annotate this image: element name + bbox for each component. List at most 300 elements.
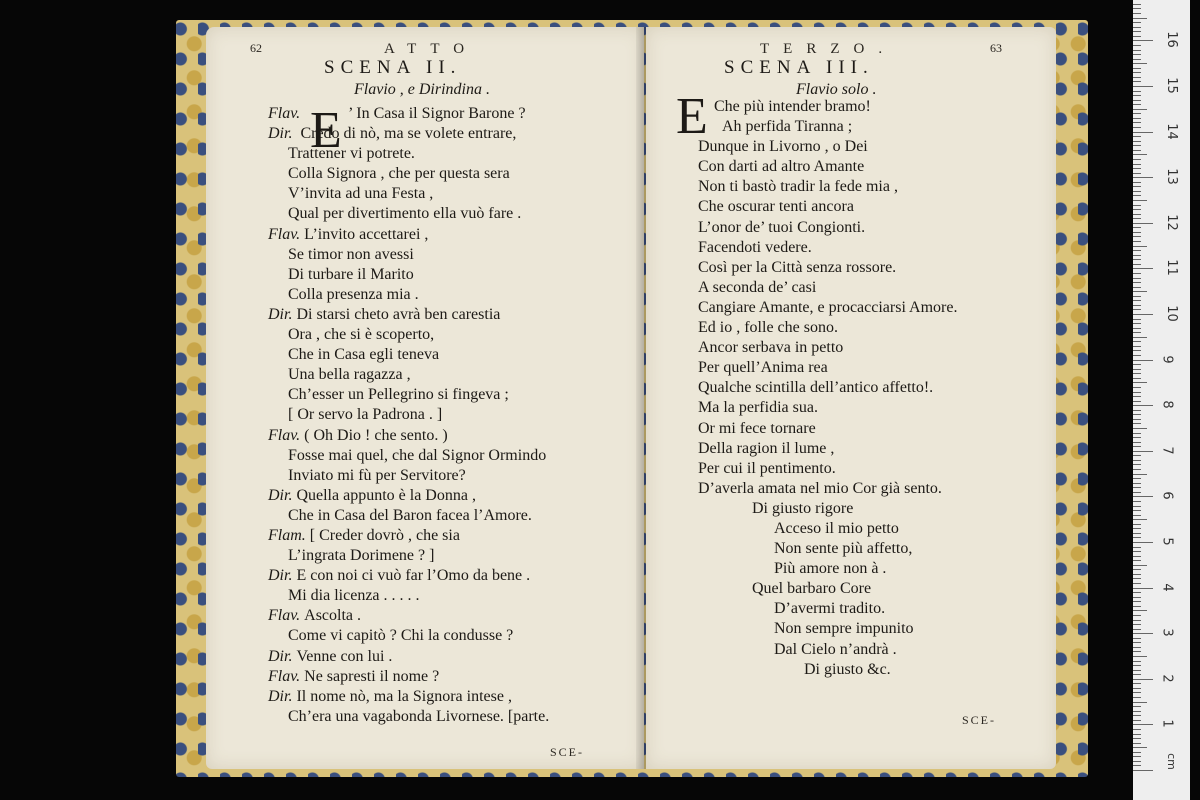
ruler-tick (1133, 273, 1141, 274)
line-text: D’averla amata nel mio Cor già sento. (698, 479, 942, 497)
text-line (268, 667, 549, 687)
ruler-tick (1133, 323, 1141, 324)
ruler-tick (1133, 282, 1141, 283)
ruler-tick (1133, 674, 1141, 675)
ruler-tick (1133, 419, 1141, 420)
line-text: Ne sapresti il nome ? (304, 667, 440, 685)
ruler-tick (1133, 77, 1141, 78)
ruler-tick (1133, 492, 1141, 493)
line-text: L’onor de’ tuoi Congionti. (698, 218, 866, 236)
speaker-label: Dir. (268, 567, 297, 585)
ruler-tick (1133, 756, 1141, 757)
ruler-tick (1133, 410, 1141, 411)
line-text: Dal Cielo n’andrà . (774, 640, 897, 658)
ruler-tick (1133, 13, 1141, 14)
line-text: Di starsi cheto avrà ben carestia (296, 305, 501, 323)
text-line (268, 707, 549, 727)
ruler-tick (1133, 437, 1141, 438)
ruler-tick (1133, 81, 1141, 82)
left-catchword: SCE- (550, 745, 585, 759)
ruler-number: 16 (1163, 31, 1179, 49)
line-text: L’ingrata Dorimene ? ] (288, 547, 435, 565)
ruler-tick (1133, 91, 1141, 92)
ruler-tick (1133, 679, 1153, 680)
text-line (698, 479, 957, 499)
line-text: Qualche scintilla dell’antico affetto!. (698, 379, 934, 397)
ruler-tick (1133, 433, 1141, 434)
speaker-label: Flav. (268, 426, 305, 444)
text-line (710, 640, 957, 660)
speaker-label: Dir. (268, 305, 297, 323)
ruler-tick (1133, 150, 1141, 151)
ruler-tick (1133, 697, 1141, 698)
ruler-tick (1133, 195, 1141, 196)
ruler-tick (1133, 601, 1141, 602)
line-text: ( Oh Dio ! che sento. ) (304, 426, 448, 444)
ruler-number: 11 (1163, 259, 1179, 277)
line-text: Come vi capitò ? Chi la condusse ? (288, 627, 514, 645)
left-scene-title: SCENA II. (324, 57, 462, 78)
ruler-tick (1133, 191, 1141, 192)
ruler-tick (1133, 360, 1153, 361)
ruler-tick (1133, 729, 1141, 730)
line-text: Che oscurar tenti ancora (698, 198, 854, 216)
ruler-tick (1133, 314, 1153, 315)
line-text: Mi dia licenza . . . . . (288, 587, 420, 605)
ruler-tick (1133, 556, 1141, 557)
text-line (268, 586, 549, 606)
line-text: Con darti ad altro Amante (698, 158, 865, 176)
text-line (268, 204, 549, 224)
ruler-tick (1133, 647, 1141, 648)
ruler-tick (1133, 8, 1141, 9)
ruler-tick (1133, 132, 1153, 133)
speaker-label: Flav. (268, 667, 305, 685)
right-drop-cap: E (676, 88, 708, 145)
ruler-tick (1133, 300, 1141, 301)
ruler-tick (1133, 715, 1141, 716)
ruler-tick (1133, 154, 1147, 155)
text-line (268, 546, 549, 566)
ruler-tick (1133, 227, 1141, 228)
ruler-tick (1133, 770, 1153, 771)
ruler-tick (1133, 214, 1141, 215)
ruler-tick (1133, 296, 1141, 297)
ruler-tick (1133, 683, 1141, 684)
ruler-tick (1133, 250, 1141, 251)
ruler-tick (1133, 414, 1141, 415)
speaker-label: Flav. (268, 105, 305, 122)
ruler-tick (1133, 743, 1141, 744)
ruler-tick (1133, 350, 1141, 351)
right-catchword: SCE- (962, 713, 997, 727)
line-text: Ah perfida Tiranna ; (722, 118, 853, 136)
text-line (698, 378, 957, 398)
text-line (268, 687, 549, 707)
speaker-label: Flam. (268, 526, 310, 544)
text-line (710, 499, 957, 519)
text-line (268, 265, 549, 285)
text-line (268, 606, 549, 626)
text-line (268, 647, 549, 667)
text-line (268, 385, 549, 405)
ruler-tick (1133, 665, 1141, 666)
ruler-tick (1133, 629, 1141, 630)
ruler-tick (1133, 597, 1141, 598)
ruler-tick (1133, 670, 1141, 671)
ruler-tick (1133, 232, 1141, 233)
line-text: ’ In Casa il Signor Barone ? (348, 105, 526, 122)
ruler-tick (1133, 720, 1141, 721)
text-line (698, 398, 957, 418)
text-line (698, 258, 957, 278)
speaker-label: Dir. (268, 647, 297, 665)
line-text: Ma la perfidia sua. (698, 399, 818, 417)
line-text: Per cui il pentimento. (698, 459, 836, 477)
ruler-tick (1133, 22, 1141, 23)
ruler-tick (1133, 501, 1141, 502)
line-text: Ascolta . (304, 607, 362, 625)
ruler-tick (1133, 496, 1153, 497)
ruler-number: 6 (1159, 491, 1175, 501)
text-line (268, 486, 549, 506)
line-text: Una bella ragazza , (288, 366, 411, 384)
ruler-tick (1133, 615, 1141, 616)
ruler-tick (1133, 31, 1141, 32)
line-text: Che in Casa del Baron facea l’Amore. (288, 506, 532, 524)
text-line (698, 358, 957, 378)
speaker-label: Flav. (268, 225, 305, 243)
ruler-tick (1133, 761, 1141, 762)
ruler-tick (1133, 305, 1141, 306)
text-line (710, 599, 957, 619)
ruler-tick (1133, 27, 1141, 28)
text-line (710, 619, 957, 639)
ruler-tick (1133, 141, 1141, 142)
text-line (710, 519, 957, 539)
ruler-tick (1133, 451, 1153, 452)
line-text: Ch’era una vagabonda Livornese. [parte. (288, 707, 550, 725)
ruler-tick (1133, 692, 1141, 693)
line-text: D’avermi tradito. (774, 600, 886, 618)
line-text: Non ti bastò tradir la fede mia , (698, 178, 898, 196)
ruler-tick (1133, 752, 1141, 753)
line-text: L’invito accettarei , (304, 225, 429, 243)
text-line (698, 197, 957, 217)
line-text: Or mi fece tornare (698, 419, 816, 437)
text-line (268, 405, 549, 425)
text-line (268, 144, 549, 164)
line-text: Acceso il mio petto (774, 519, 899, 537)
line-text: Della ragion il lume , (698, 439, 835, 457)
line-text: Il nome nò, ma la Signora intese , (296, 687, 512, 705)
ruler-tick (1133, 4, 1141, 5)
ruler-tick (1133, 724, 1153, 725)
line-text: Di giusto &c. (804, 660, 891, 678)
ruler-tick (1133, 182, 1141, 183)
line-text: Colla presenza mia . (288, 285, 419, 303)
ruler-number: 15 (1163, 77, 1179, 94)
text-line (268, 305, 549, 325)
ruler-tick (1133, 337, 1147, 338)
ruler-tick (1133, 236, 1141, 237)
line-text: Non sempre impunito (774, 620, 914, 638)
ruler-tick (1133, 59, 1141, 60)
ruler-number: 12 (1163, 214, 1179, 231)
ruler-tick (1133, 405, 1153, 406)
left-page (206, 27, 644, 769)
text-line (268, 164, 549, 184)
ruler-tick (1133, 528, 1141, 529)
text-line (698, 137, 957, 157)
ruler-tick (1133, 464, 1141, 465)
ruler-number: 7 (1159, 446, 1175, 455)
ruler-tick (1133, 765, 1141, 766)
text-line (698, 157, 957, 177)
ruler-tick (1133, 460, 1141, 461)
line-text: Che in Casa egli teneva (288, 346, 440, 364)
ruler-tick (1133, 186, 1141, 187)
ruler-number: 5 (1159, 537, 1175, 546)
speaker-label: Flav. (268, 607, 305, 625)
text-line (268, 626, 549, 646)
ruler-tick (1133, 122, 1141, 123)
ruler-tick (1133, 606, 1141, 607)
ruler-tick (1133, 506, 1141, 507)
ruler-tick (1133, 560, 1141, 561)
ruler-tick (1133, 455, 1141, 456)
ruler-tick (1133, 734, 1141, 735)
line-text: Così per la Città senza rossore. (698, 258, 897, 276)
ruler-tick (1133, 100, 1141, 101)
right-cast-line: Flavio solo . (796, 81, 877, 98)
line-text: [ Creder dovrò , che sia (309, 526, 460, 544)
line-text: Ora , che si è scoperto, (288, 326, 435, 344)
ruler-tick (1133, 259, 1141, 260)
line-text: E con noi ci vuò far l’Omo da bene . (296, 567, 531, 585)
text-line (710, 97, 957, 117)
line-text: Venne con lui . (296, 647, 393, 665)
ruler-tick (1133, 533, 1141, 534)
ruler-unit-label: cm (1164, 753, 1178, 770)
left-page-number: 62 (250, 41, 262, 55)
ruler-number: 13 (1163, 168, 1179, 185)
right-text-block (698, 97, 958, 680)
line-text: Ch’esser un Pellegrino si fingeva ; (288, 386, 509, 404)
ruler-tick (1133, 341, 1141, 342)
line-text: Colla Signora , che per questa sera (288, 165, 510, 183)
ruler-tick (1133, 54, 1141, 55)
line-text: V’invita ad una Festa , (288, 185, 434, 203)
ruler-tick (1133, 241, 1141, 242)
ruler-tick (1133, 583, 1141, 584)
ruler-tick (1133, 633, 1153, 634)
ruler-tick (1133, 346, 1141, 347)
text-line (268, 245, 549, 265)
line-text: Che più intender bramo! (714, 98, 871, 115)
line-text: Inviato mi fù per Servitore? (288, 466, 466, 484)
ruler-tick (1133, 469, 1141, 470)
right-page-number: 63 (990, 41, 1002, 55)
ruler-tick (1133, 747, 1147, 748)
ruler-tick (1133, 72, 1141, 73)
ruler-tick (1133, 446, 1141, 447)
ruler-tick (1133, 592, 1141, 593)
ruler-number: 10 (1163, 305, 1179, 322)
ruler-number: 8 (1159, 400, 1175, 409)
ruler-tick (1133, 18, 1147, 19)
ruler-tick (1133, 738, 1141, 739)
text-line (268, 446, 549, 466)
line-text: Fosse mai quel, che dal Signor Ormindo (288, 446, 547, 464)
text-line (268, 225, 549, 245)
ruler-number: 2 (1159, 674, 1175, 683)
ruler-tick (1133, 588, 1153, 589)
line-text: Ed io , folle che sono. (698, 319, 838, 337)
ruler-tick (1133, 95, 1141, 96)
text-line (710, 559, 957, 579)
text-line (268, 526, 549, 546)
text-line (710, 539, 957, 559)
line-text: Qual per divertimento ella vuò fare . (288, 205, 522, 223)
text-line (698, 298, 958, 318)
ruler-tick (1133, 565, 1147, 566)
ruler-tick (1133, 209, 1141, 210)
text-line (710, 117, 957, 137)
ruler-tick (1133, 205, 1141, 206)
ruler-tick (1133, 392, 1141, 393)
ruler-tick (1133, 104, 1141, 105)
ruler-tick (1133, 401, 1141, 402)
ruler-tick (1133, 378, 1141, 379)
ruler-tick (1133, 711, 1141, 712)
ruler-tick (1133, 519, 1147, 520)
speaker-label: Dir. (268, 125, 297, 143)
ruler-tick (1133, 510, 1141, 511)
text-line (268, 285, 549, 305)
ruler-tick (1133, 547, 1141, 548)
ruler-tick (1133, 624, 1141, 625)
ruler-tick (1133, 642, 1141, 643)
text-line (268, 365, 549, 385)
left-cast-line: Flavio , e Dirindina . (354, 81, 490, 98)
text-line (268, 184, 549, 204)
ruler-tick (1133, 246, 1147, 247)
text-line (268, 466, 549, 486)
line-text: Dunque in Livorno , o Dei (698, 138, 868, 156)
text-line (698, 278, 957, 298)
ruler-tick (1133, 651, 1141, 652)
measuring-ruler (1133, 0, 1190, 800)
ruler-tick (1133, 706, 1141, 707)
line-text: Ancor serbava in petto (698, 339, 844, 357)
line-text: [ Or servo la Padrona . ] (288, 406, 443, 424)
speaker-label: Dir. (268, 486, 297, 504)
text-line (268, 124, 549, 144)
ruler-tick (1133, 309, 1141, 310)
ruler-tick (1133, 200, 1147, 201)
ruler-tick (1133, 63, 1147, 64)
ruler-tick (1133, 287, 1141, 288)
text-line (698, 419, 957, 439)
ruler-tick (1133, 396, 1141, 397)
ruler-tick (1133, 86, 1153, 87)
ruler-tick (1133, 542, 1153, 543)
ruler-tick (1133, 268, 1153, 269)
ruler-tick (1133, 574, 1141, 575)
line-text: Credo di nò, ma se volete entrare, (300, 125, 517, 143)
ruler-number: 3 (1159, 628, 1175, 637)
line-text: Quel barbaro Core (752, 580, 872, 598)
line-text: A seconda de’ casi (698, 278, 817, 296)
ruler-number: 9 (1159, 354, 1175, 364)
right-page (646, 27, 1056, 769)
ruler-tick (1133, 40, 1153, 41)
text-line (268, 566, 549, 586)
ruler-tick (1133, 50, 1141, 51)
ruler-tick (1133, 387, 1141, 388)
ruler-tick (1133, 223, 1153, 224)
text-line (710, 579, 957, 599)
text-line (710, 660, 957, 680)
ruler-tick (1133, 355, 1141, 356)
line-text: Per quell’Anima rea (698, 359, 828, 377)
left-running-head: ATTO (384, 41, 479, 57)
ruler-number: 4 (1159, 582, 1175, 592)
line-text: Di turbare il Marito (288, 265, 414, 283)
ruler-tick (1133, 442, 1141, 443)
ruler-tick (1133, 483, 1141, 484)
text-line (698, 338, 957, 358)
ruler-tick (1133, 109, 1147, 110)
ruler-tick (1133, 264, 1141, 265)
text-line (698, 218, 957, 238)
left-drop-cap: E (310, 102, 342, 159)
line-text: Facendoti vedere. (698, 238, 812, 256)
ruler-tick (1133, 218, 1141, 219)
ruler-tick (1133, 278, 1141, 279)
text-line (698, 439, 957, 459)
ruler-tick (1133, 610, 1147, 611)
line-text: Trattener vi potrete. (288, 145, 415, 163)
ruler-tick (1133, 255, 1141, 256)
ruler-tick (1133, 638, 1141, 639)
text-line (698, 238, 957, 258)
ruler-tick (1133, 569, 1141, 570)
ruler-tick (1133, 159, 1141, 160)
ruler-tick (1133, 373, 1141, 374)
ruler-tick (1133, 328, 1141, 329)
ruler-tick (1133, 177, 1153, 178)
ruler-tick (1133, 656, 1147, 657)
ruler-tick (1133, 474, 1147, 475)
ruler-tick (1133, 68, 1141, 69)
ruler-number: 1 (1159, 719, 1175, 729)
text-line (698, 177, 957, 197)
ruler-tick (1133, 118, 1141, 119)
left-text-block (268, 104, 549, 727)
ruler-tick (1133, 319, 1141, 320)
ruler-tick (1133, 620, 1141, 621)
line-text: Più amore non à . (774, 560, 887, 578)
text-line (698, 459, 957, 479)
speaker-label: Dir. (268, 687, 297, 705)
ruler-tick (1133, 145, 1141, 146)
ruler-tick (1133, 423, 1141, 424)
line-text: Cangiare Amante, e procacciarsi Amore. (698, 298, 958, 316)
ruler-tick (1133, 164, 1141, 165)
text-line (268, 426, 549, 446)
